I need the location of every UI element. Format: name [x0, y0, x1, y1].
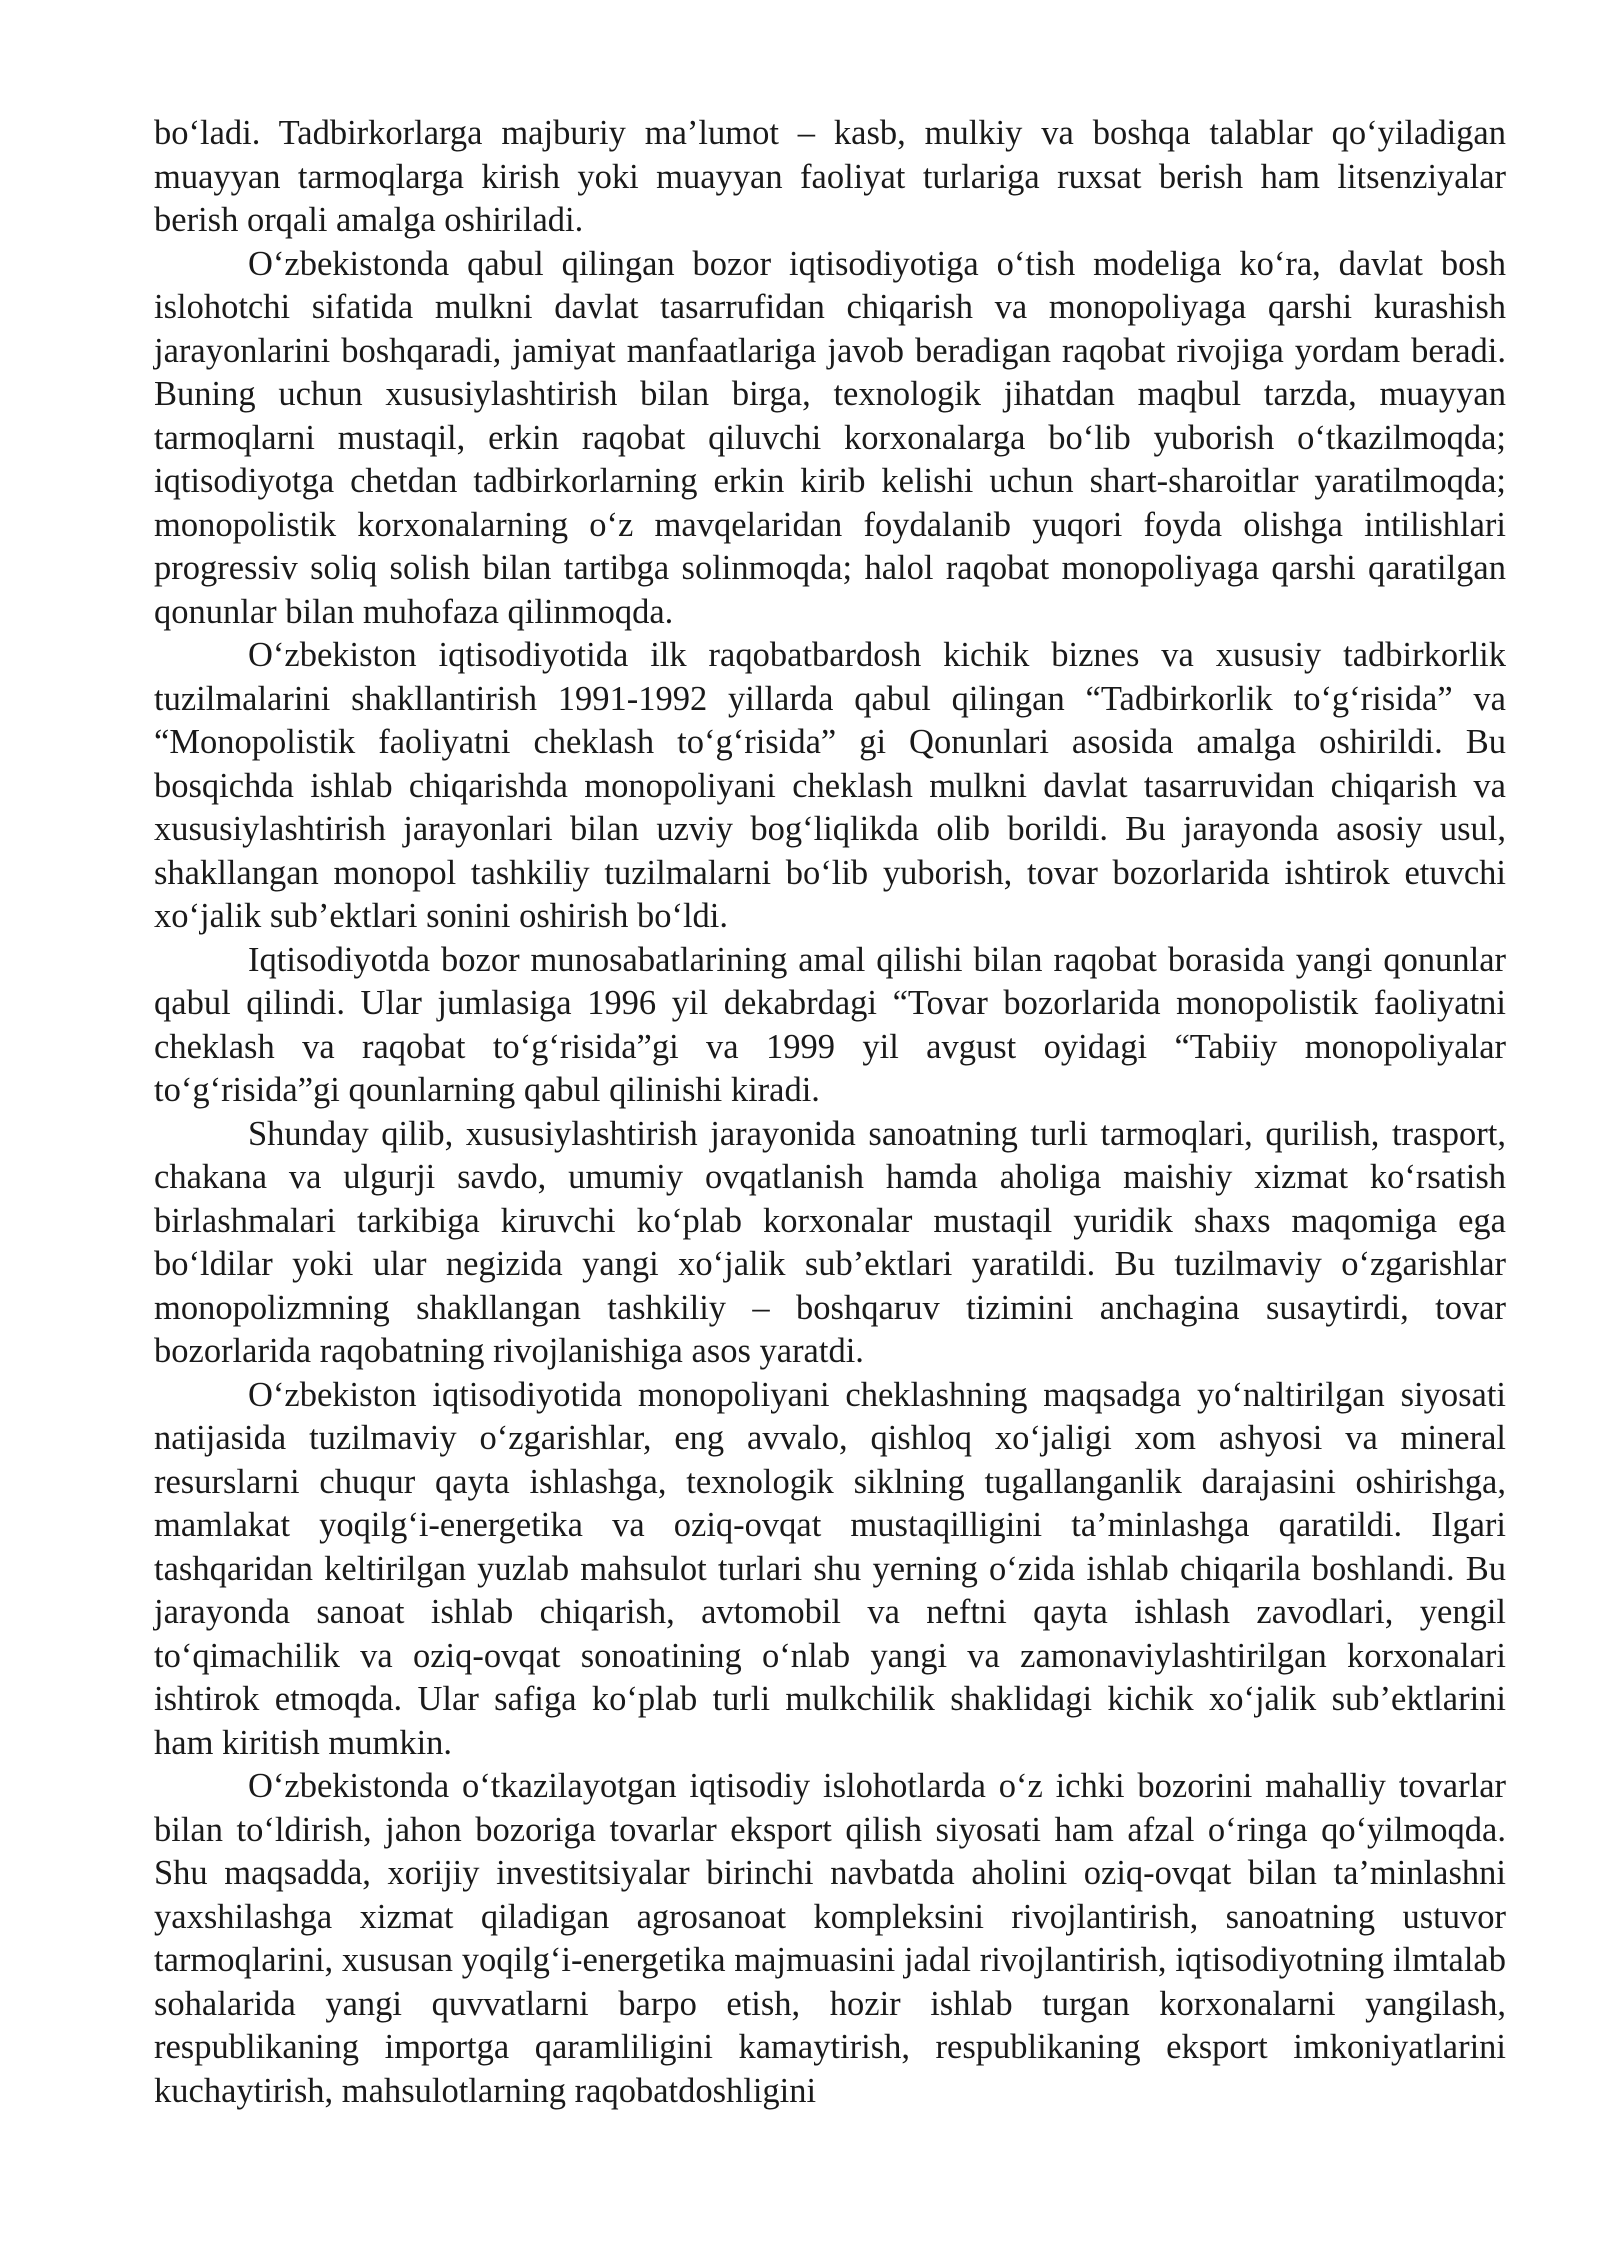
paragraph: Shunday qilib, xususiylashtirish jarayonida sanoatning turli tarmoqlari, qurilish, trasport, chakana va ulgurji savdo, umumiy ovqatlanish hamda aholiga maishiy xizmat ko‘rsatish birlashmalari tarkibiga kiruvchi ko‘plab korxonalar mustaqil yuridik shaxs maqomiga ega bo‘ldilar yoki ular negizida yangi xo‘jalik sub’ektlari yaratildi. Bu tuzilmaviy o‘zgarishlar monopolizmning shakllangan tashkiliy – boshqaruv tizimini anchagina susaytirdi, tovar bozorlarida raqobatning rivojlanishiga asos yaratdi. — [154, 1114, 1506, 1370]
paragraph: O‘zbekistonda qabul qilingan bozor iqtisodiyotiga o‘tish modeliga ko‘ra, davlat bosh islohotchi sifatida mulkni davlat tasarrufidan chiqarish va monopoliyaga qarshi kurashish jarayonlarini boshqaradi, jamiyat manfaatlariga javob beradigan raqobat rivojiga yordam beradi. Buning uchun xususiylashtirish bilan birga, texnologik jihatdan maqbul tarzda, muayyan tarmoqlarni mustaqil, erkin raqobat qiluvchi korxonalarga bo‘lib yuborish o‘tkazilmoqda; iqtisodiyotga chetdan tadbirkorlarning erkin kirib kelishi uchun shart-sharoitlar yaratilmoqda; monopolistik korxonalarning o‘z mavqelaridan foydalanib yuqori foyda olishga intilishlari progressiv soliq solish bilan tartibga solinmoqda; halol raqobat monopoliyaga qarshi qaratilgan qonunlar bilan muhofaza qilinmoqda. — [154, 244, 1506, 631]
document-page — [154, 112, 1506, 2113]
paragraph: O‘zbekistonda o‘tkazilayotgan iqtisodiy islohotlarda o‘z ichki bozorini mahalliy tovarlar bilan to‘ldirish, jahon bozoriga tovarlar eksport qilish siyosati ham afzal o‘ringa qo‘yilmoqda. Shu maqsadda, xorijiy investitsiyalar birinchi navbatda aholini oziq-ovqat bilan ta’minlashni yaxshilashga xizmat qiladigan agrosanoat kompleksini rivojlantirish, sanoatning ustuvor tarmoqlarini, xususan yoqilg‘i-energetika majmuasini jadal rivojlantirish, iqtisodiyotning ilmtalab sohalarida yangi quvvatlarni barpo etish, hozir ishlab turgan korxonalarni yangilash, respublikaning importga qaramliligini kamaytirish, respublikaning eksport imkoniyatlarini kuchaytirish, mahsulotlarning raqobatdoshligini — [154, 1767, 1506, 2110]
paragraph: O‘zbekiston iqtisodiyotida ilk raqobatbardosh kichik biznes va xususiy tadbirkorlik tuzilmalarini shakllantirish 1991-1992 yillarda qabul qilingan “Tadbirkorlik to‘g‘risida” va “Monopolistik faoliyatni cheklash to‘g‘risida” gi Qonunlari asosida amalga oshirildi. Bu bosqichda ishlab chiqarishda monopoliyani cheklash mulkni davlat tasarruvidan chiqarish va xususiylashtirish jarayonlari bilan uzviy bog‘liqlikda olib borildi. Bu jarayonda asosiy usul, shakllangan monopol tashkiliy tuzilmalarni bo‘lib yuborish, tovar bozorlarida ishtirok etuvchi xo‘jalik sub’ektlari sonini oshirish bo‘ldi. — [154, 636, 1506, 935]
paragraph: Iqtisodiyotda bozor munosabatlarining amal qilishi bilan raqobat borasida yangi qonunlar qabul qilindi. Ular jumlasiga 1996 yil dekabrdagi “Tovar bozorlarida monopolistik faoliyatni cheklash va raqobat to‘g‘risida”gi va 1999 yil avgust oyidagi “Tabiiy monopoliyalar to‘g‘risida”gi qounlarning qabul qilinishi kiradi. — [154, 940, 1506, 1109]
paragraph-continuation: bo‘ladi. Tadbirkorlarga majburiy ma’lumot – kasb, mulkiy va boshqa talablar qo‘yiladigan muayyan tarmoqlarga kirish yoki muayyan faoliyat turlariga ruxsat berish ham litsenziyalar berish orqali amalga oshiriladi. — [154, 114, 1506, 239]
paragraph: O‘zbekiston iqtisodiyotida monopoliyani cheklashning maqsadga yo‘naltirilgan siyosati natijasida tuzilmaviy o‘zgarishlar, eng avvalo, qishloq xo‘jaligi xom ashyosi va mineral resurslarni chuqur qayta ishlashga, texnologik siklning tugallanganlik darajasini oshirishga, mamlakat yoqilg‘i-energetika va oziq-ovqat mustaqilligini ta’minlashga qaratildi. Ilgari tashqaridan keltirilgan yuzlab mahsulot turlari shu yerning o‘zida ishlab chiqarila boshlandi. Bu jarayonda sanoat ishlab chiqarish, avtomobil va neftni qayta ishlash zavodlari, yengil to‘qimachilik va oziq-ovqat sonoatining o‘nlab yangi va zamonaviylashtirilgan korxonalari ishtirok etmoqda. Ular safiga ko‘plab turli mulkchilik shaklidagi kichik xo‘jalik sub’ektlarini ham kiritish mumkin. — [154, 1375, 1506, 1762]
